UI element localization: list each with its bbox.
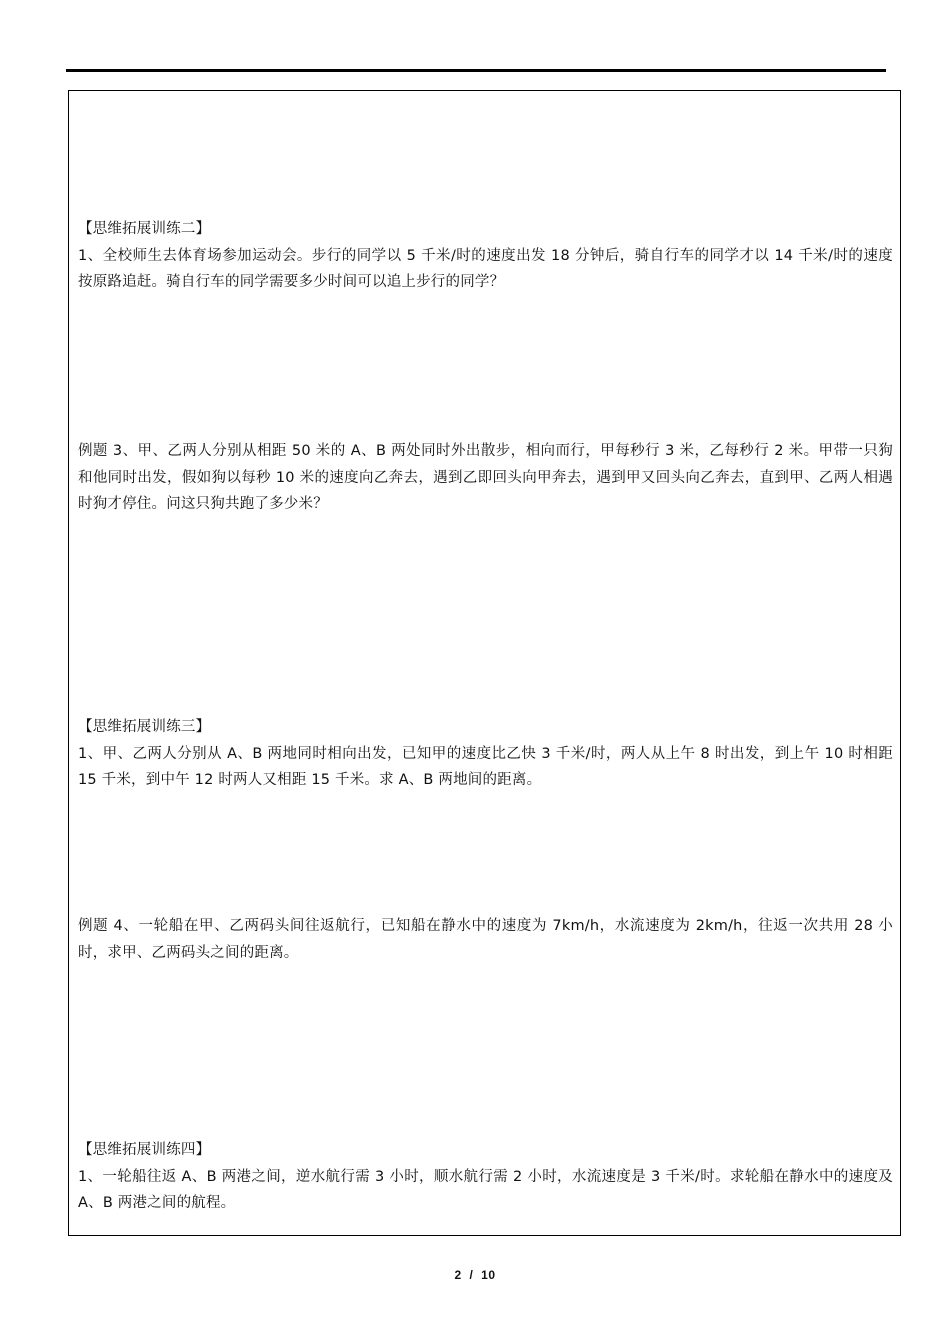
training-3-heading: 【思维拓展训练三】 — [78, 719, 211, 735]
training-4-question-1: 1、一轮船往返 A、B 两港之间，逆水航行需 3 小时，顺水航行需 2 小时，水流速度是 3 千米/时。求轮船在静水中的速度及 A、B 两港之间的航程。 — [78, 1168, 893, 1211]
example-3-text: 例题 3、甲、乙两人分别从相距 50 米的 A、B 两处同时外出散步，相向而行，甲每秒行 3 米，乙每秒行 2 米。甲带一只狗和他同时出发，假如狗以每秒 10 米的速度向乙奔去，遇到乙即回头向甲奔去，遇到甲又回头向乙奔去，直到甲、乙两人相遇时狗才停住。问这只狗共跑了多少米？ — [78, 443, 893, 512]
training-2-section — [78, 216, 893, 296]
example-4-section — [78, 913, 893, 966]
training-3-question-1: 1、甲、乙两人分别从 A、B 两地同时相向出发，已知甲的速度比乙快 3 千米/时，两人从上午 8 时出发，到上午 10 时相距 15 千米，到中午 12 时两人又相距 15 千米。求 A、B 两地间的距离。 — [78, 745, 893, 788]
page-number: 2 / 10 — [454, 1268, 496, 1282]
training-2-question-1: 1、全校师生去体育场参加运动会。步行的同学以 5 千米/时的速度出发 18 分钟后，骑自行车的同学才以 14 千米/时的速度按原路追赶。骑自行车的同学需要多少时间可以追上步行的同学？ — [78, 247, 893, 290]
training-3-section — [78, 714, 893, 794]
header-rule — [66, 69, 886, 72]
training-4-section — [78, 1137, 893, 1217]
example-4-text: 例题 4、一轮船在甲、乙两码头间往返航行，已知船在静水中的速度为 7km/h，水流速度为 2km/h，往返一次共用 28 小时，求甲、乙两码头之间的距离。 — [78, 918, 893, 961]
training-4-heading: 【思维拓展训练四】 — [78, 1142, 211, 1158]
training-2-heading: 【思维拓展训练二】 — [78, 221, 211, 237]
example-3-section — [78, 438, 893, 518]
